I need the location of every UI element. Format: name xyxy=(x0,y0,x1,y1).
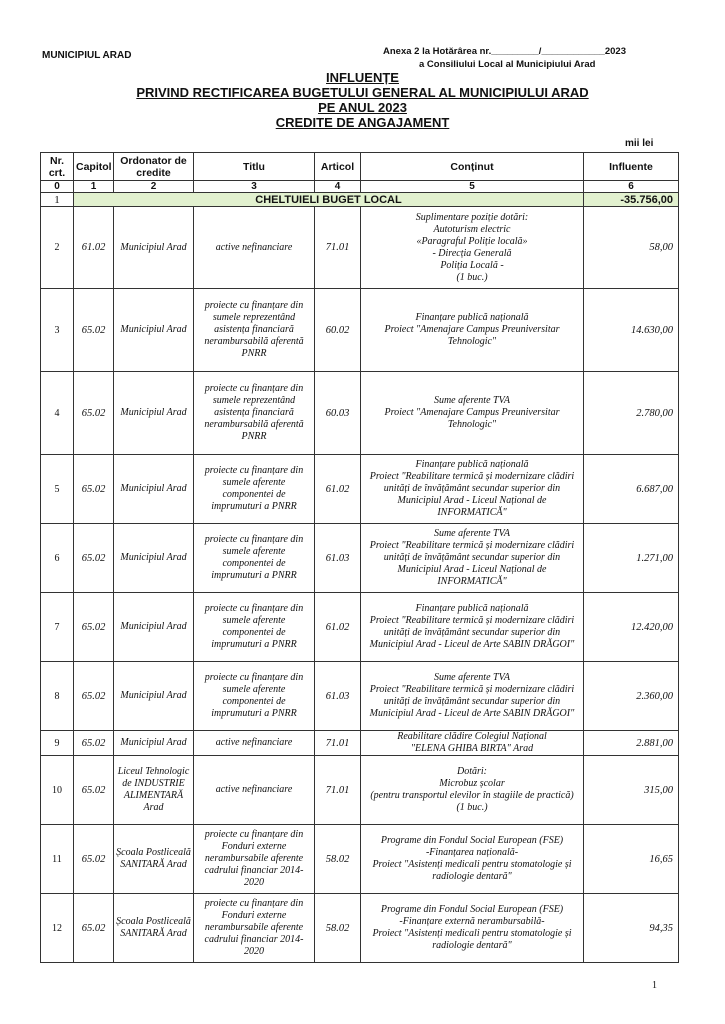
row-nr: 12 xyxy=(41,894,74,963)
row-nr: 3 xyxy=(41,289,74,372)
unit-label: mii lei xyxy=(625,138,654,149)
row-ordonator: Municipiul Arad xyxy=(114,372,194,455)
row-titlu: active nefinanciare xyxy=(194,731,315,756)
row-continut: Reabilitare clădire Colegiul Național "ELENA GHIBA BIRTA" Arad xyxy=(361,731,584,756)
budget-table xyxy=(40,152,679,963)
row-articol: 61.03 xyxy=(315,524,361,593)
row-nr: 6 xyxy=(41,524,74,593)
row-titlu: proiecte cu finanțare din sumele reprezentând asistența financiară nerambursabilă aferentă PNRR xyxy=(194,372,315,455)
page-number: 1 xyxy=(652,980,657,991)
row-titlu: active nefinanciare xyxy=(194,756,315,825)
row-nr: 5 xyxy=(41,455,74,524)
row-titlu: proiecte cu finanțare din sumele aferente componentei de imprumuturi a PNRR xyxy=(194,455,315,524)
row-titlu: proiecte cu finanțare din sumele reprezentând asistența financiară nerambursabilă aferentă PNRR xyxy=(194,289,315,372)
row-ordonator: Școala Postliceală SANITARĂ Arad xyxy=(114,825,194,894)
row-ordonator: Municipiul Arad xyxy=(114,593,194,662)
total-row xyxy=(41,193,679,207)
annex-reference xyxy=(383,45,626,71)
row-capitol: 65.02 xyxy=(74,756,114,825)
row-articol: 60.02 xyxy=(315,289,361,372)
row-value: 58,00 xyxy=(584,207,679,289)
col-number: 4 xyxy=(315,181,361,193)
row-articol: 60.03 xyxy=(315,372,361,455)
row-capitol: 65.02 xyxy=(74,372,114,455)
col-number: 3 xyxy=(194,181,315,193)
row-capitol: 65.02 xyxy=(74,731,114,756)
row-capitol: 65.02 xyxy=(74,825,114,894)
row-value: 315,00 xyxy=(584,756,679,825)
row-continut: Dotări: Microbuz școlar (pentru transportul elevilor în stagiile de practică) (1 buc.) xyxy=(361,756,584,825)
row-ordonator: Municipiul Arad xyxy=(114,207,194,289)
row-nr: 10 xyxy=(41,756,74,825)
row-capitol: 65.02 xyxy=(74,289,114,372)
table-row xyxy=(41,372,679,455)
row-value: 16,65 xyxy=(584,825,679,894)
annex-line-1: Anexa 2 la Hotărârea nr._________/____________2023 xyxy=(383,46,626,57)
row-capitol: 65.02 xyxy=(74,894,114,963)
header-row xyxy=(41,153,679,181)
row-value: 12.420,00 xyxy=(584,593,679,662)
title-line-4: CREDITE DE ANGAJAMENT xyxy=(275,115,450,130)
row-value: 2.360,00 xyxy=(584,662,679,731)
table-row xyxy=(41,662,679,731)
row-articol: 71.01 xyxy=(315,207,361,289)
row-continut: Finanțare publică națională Proiect "Reabilitare termică și modernizare clădiri unități de învățământ secundar superior din Municipiul Arad - Liceul de Arte SABIN DRĂGOI" xyxy=(361,593,584,662)
row-nr: 4 xyxy=(41,372,74,455)
col-titlu-header: Titlu xyxy=(194,153,315,181)
row-value: 14.630,00 xyxy=(584,289,679,372)
col-capitol-header: Capitol xyxy=(74,153,114,181)
row-continut: Sume aferente TVA Proiect "Reabilitare termică și modernizare clădiri unități de învățământ secundar superior din Municipiul Arad - Liceul de Arte SABIN DRĂGOI" xyxy=(361,662,584,731)
row-nr: 9 xyxy=(41,731,74,756)
table-row xyxy=(41,207,679,289)
row-value: 2.881,00 xyxy=(584,731,679,756)
col-number: 6 xyxy=(584,181,679,193)
table-row xyxy=(41,825,679,894)
table-row xyxy=(41,593,679,662)
row-ordonator: Școala Postliceală SANITARĂ Arad xyxy=(114,894,194,963)
row-ordonator: Municipiul Arad xyxy=(114,662,194,731)
row-ordonator: Municipiul Arad xyxy=(114,455,194,524)
title-line-2: PRIVIND RECTIFICAREA BUGETULUI GENERAL AL MUNICIPIULUI ARAD xyxy=(136,85,589,100)
row-ordonator: Municipiul Arad xyxy=(114,289,194,372)
table-row xyxy=(41,524,679,593)
row-ordonator: Liceul Tehnologic de INDUSTRIE ALIMENTARĂ Arad xyxy=(114,756,194,825)
col-number: 5 xyxy=(361,181,584,193)
row-continut: Programe din Fondul Social European (FSE) -Finanțare externă nerambursabilă- Proiect "Asistenți medicali pentru stomatologie și radiologie dentară" xyxy=(361,894,584,963)
row-capitol: 61.02 xyxy=(74,207,114,289)
table-row xyxy=(41,289,679,372)
col-articol-header: Articol xyxy=(315,153,361,181)
row-continut: Finanțare publică națională Proiect "Reabilitare termică și modernizare clădiri unități de învățământ secundar superior din Municipiul Arad - Liceul Național de INFORMATICĂ" xyxy=(361,455,584,524)
row-titlu: proiecte cu finanțare din sumele aferente componentei de imprumuturi a PNRR xyxy=(194,524,315,593)
table-row xyxy=(41,894,679,963)
total-label: CHELTUIELI BUGET LOCAL xyxy=(74,193,584,207)
annex-line-2: a Consiliului Local al Municipiului Arad xyxy=(419,59,596,70)
row-articol: 61.02 xyxy=(315,593,361,662)
row-continut: Sume aferente TVA Proiect "Reabilitare termică și modernizare clădiri unități de învățământ secundar superior din Municipiul Arad - Liceul Național de INFORMATICĂ" xyxy=(361,524,584,593)
row-titlu: active nefinanciare xyxy=(194,207,315,289)
row-continut: Suplimentare poziție dotări: Autoturism electric «Paragraful Poliție locală» - Direcția Generală Poliția Locală - (1 buc.) xyxy=(361,207,584,289)
row-titlu: proiecte cu finanțare din sumele aferente componentei de imprumuturi a PNRR xyxy=(194,593,315,662)
row-nr: 8 xyxy=(41,662,74,731)
row-continut: Sume aferente TVA Proiect "Amenajare Campus Preuniversitar Tehnologic" xyxy=(361,372,584,455)
row-value: 2.780,00 xyxy=(584,372,679,455)
row-articol: 61.02 xyxy=(315,455,361,524)
row-ordonator: Municipiul Arad xyxy=(114,524,194,593)
total-value: -35.756,00 xyxy=(584,193,679,207)
row-capitol: 65.02 xyxy=(74,662,114,731)
row-articol: 58.02 xyxy=(315,825,361,894)
col-number: 0 xyxy=(41,181,74,193)
col-number: 1 xyxy=(74,181,114,193)
title-line-1: INFLUENȚE xyxy=(326,70,399,85)
row-ordonator: Municipiul Arad xyxy=(114,731,194,756)
row-articol: 71.01 xyxy=(315,731,361,756)
col-nr-header: Nr. crt. xyxy=(41,153,74,181)
row-value: 1.271,00 xyxy=(584,524,679,593)
row-articol: 71.01 xyxy=(315,756,361,825)
row-nr: 2 xyxy=(41,207,74,289)
table-row xyxy=(41,756,679,825)
table-row xyxy=(41,731,679,756)
row-titlu: proiecte cu finanțare din Fonduri externe nerambursabile aferente cadrului financiar 2014-2020 xyxy=(194,825,315,894)
row-continut: Programe din Fondul Social European (FSE) -Finanțarea națională- Proiect "Asistenți medicali pentru stomatologie și radiologie dentară" xyxy=(361,825,584,894)
row-value: 94,35 xyxy=(584,894,679,963)
row-capitol: 65.02 xyxy=(74,455,114,524)
row-titlu: proiecte cu finanțare din Fonduri externe nerambursabile aferente cadrului financiar 2014-2020 xyxy=(194,894,315,963)
row-continut: Finanțare publică națională Proiect "Amenajare Campus Preuniversitar Tehnologic" xyxy=(361,289,584,372)
row-capitol: 65.02 xyxy=(74,593,114,662)
row-capitol: 65.02 xyxy=(74,524,114,593)
institution-name: MUNICIPIUL ARAD xyxy=(42,50,132,61)
col-continut-header: Conținut xyxy=(361,153,584,181)
title-line-3: PE ANUL 2023 xyxy=(318,100,407,115)
row-articol: 58.02 xyxy=(315,894,361,963)
row-value: 6.687,00 xyxy=(584,455,679,524)
row-nr: 11 xyxy=(41,825,74,894)
row-titlu: proiecte cu finanțare din sumele aferente componentei de imprumuturi a PNRR xyxy=(194,662,315,731)
col-ordonator-header: Ordonator de credite xyxy=(114,153,194,181)
row-articol: 61.03 xyxy=(315,662,361,731)
table-row xyxy=(41,455,679,524)
col-number: 2 xyxy=(114,181,194,193)
total-nr: 1 xyxy=(41,193,74,207)
document-title xyxy=(0,70,725,130)
column-number-row xyxy=(41,181,679,193)
col-influente-header: Influente xyxy=(584,153,679,181)
row-nr: 7 xyxy=(41,593,74,662)
